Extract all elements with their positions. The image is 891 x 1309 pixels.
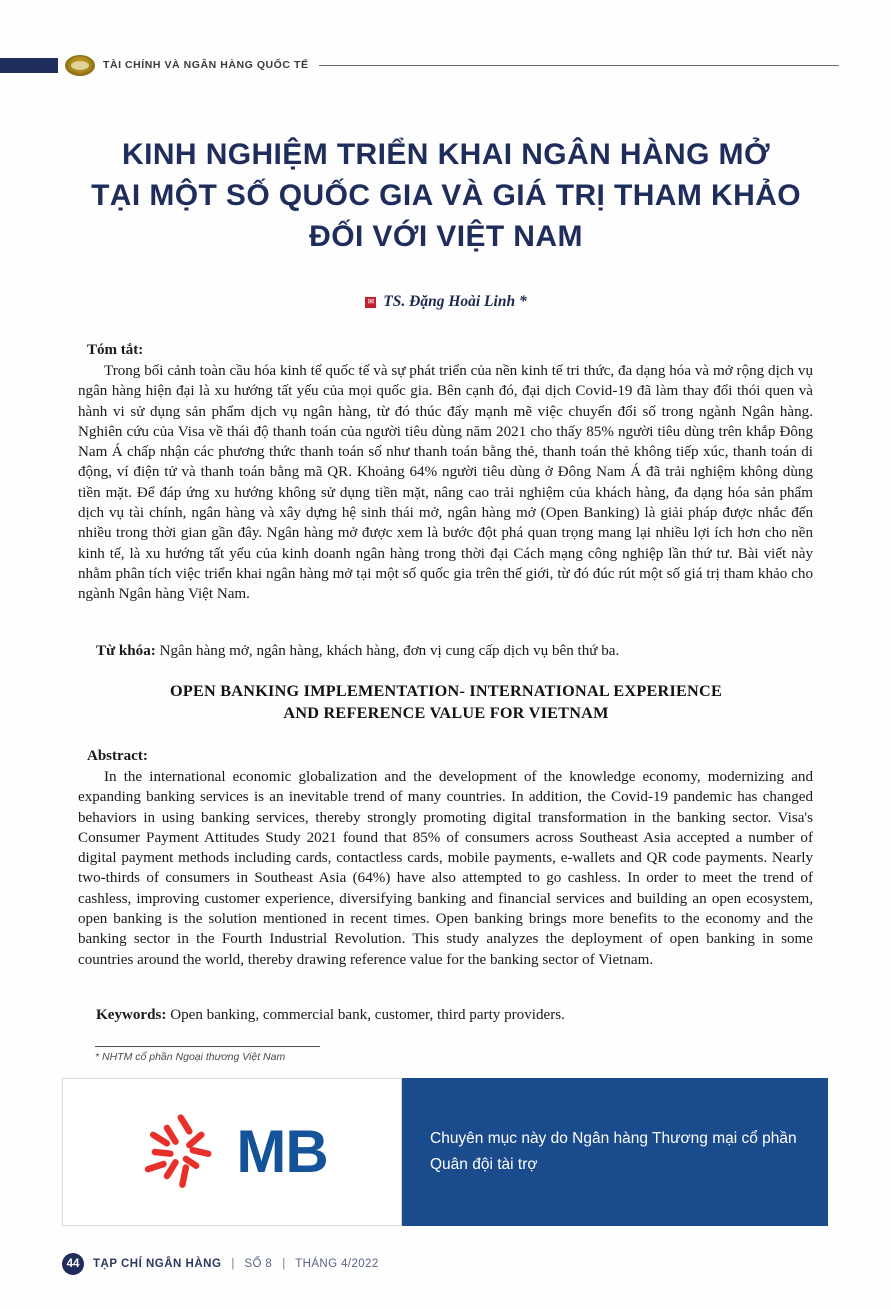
sponsor-message-line-2: Quân đội tài trợ [430,1156,538,1173]
english-keywords-label: Keywords: [96,1007,167,1023]
running-header [0,50,891,80]
mb-wordmark: MB [236,1118,328,1185]
page-number-badge: 44 [62,1253,84,1275]
footnote-text: * NHTM cổ phần Ngoại thương Việt Nam [95,1051,286,1063]
sponsor-message-line-1: Chuyên mục này do Ngân hàng Thương mại cổ phần [430,1130,797,1147]
journal-seal-inner [71,61,89,70]
author-line [90,293,802,311]
english-title [90,680,802,724]
vietnamese-abstract-text: Trong bối cảnh toàn cầu hóa kinh tế quốc tế và sự phát triển của nền kinh tế tri thức, đa dạng hóa và mở rộng dịch vụ ngân hàng hiện đại là xu hướng tất yếu của mọi quốc gia. Bên cạnh đó, đại dịch Covid-19 đã làm thay đổi thói quen và hành vi sử dụng sản phẩm dịch vụ ngân hàng, từ đó thúc đẩy mạnh mẽ việc chuyển đổi số trong ngành Ngân hàng. Nghiên cứu của Visa về thái độ thanh toán của người tiêu dùng năm 2021 cho thấy 85% người tiêu dùng trên khắp Đông Nam Á chấp nhận các phương thức thanh toán số như thanh toán bằng thẻ, thanh toán thẻ không tiếp xúc, thanh toán di động, ví điện tử và thanh toán bằng mã QR. Khoảng 64% người tiêu dùng ở Đông Nam Á đã trải nghiệm không dùng tiền mặt. Để đáp ứng xu hướng không sử dụng tiền mặt, nâng cao trải nghiệm của khách hàng, đa dạng hóa sản phẩm dịch vụ tài chính, ngân hàng và xây dựng hệ sinh thái mở, ngân hàng mở (Open Banking) là giải pháp được nhắc đến nhiều trong thời gian gần đây. Ngân hàng mở được xem là bước đột phá quan trọng mang lại nhiều lợi ích hơn cho nền kinh tế, là xu hướng tất yếu của kinh doanh ngân hàng trong thời đại Cách mạng công nghiệp lần thứ tư. Bài viết này nhằm phân tích việc triển khai ngân hàng mở tại một số quốc gia trên thế giới, từ đó đúc rút một số giá trị tham khảo cho ngành Ngân hàng Việt Nam. [78,363,813,603]
vietnamese-keywords-section [78,641,813,661]
english-keywords-line [78,1005,813,1025]
article-title-line-2: TẠI MỘT SỐ QUỐC GIA VÀ GIÁ TRỊ THAM KHẢO [91,179,801,212]
footer-separator-2: | [282,1258,286,1270]
mb-bank-star-icon [136,1109,222,1195]
journal-seal-icon [65,55,95,76]
page-footer [62,1253,379,1275]
vietnamese-abstract-section [78,342,813,605]
english-abstract-text: In the international economic globalization and the development of the knowledge economy, modernizing and expanding banking services is an inevitable trend of many countries. In addition, the Covid-19 pandemic has changed behaviors in using banking services, thereby strongly promoting digital transformation in the banking sector. Visa's Consumer Payment Attitudes Study 2021 found that 85% of consumers across Southeast Asia accepted a number of digital payment methods including cards, contactless cards, mobile payments, e-wallets and QR code payments. Nearly two-thirds of consumers in Southeast Asia (64%) have also attempted to go cashless. In order to meet the trend of cashless, improving customer experience, diversifying banking and financial services and building an open ecosystem, open banking is the solution mentioned in recent times. Open banking brings more benefits to the economy and the banking sector in the Fourth Industrial Revolution. This study analyzes the deployment of open banking in some countries around the world, thereby drawing reference value for the banking sector of Vietnam. [78,769,813,968]
footer-separator-1: | [231,1258,235,1270]
article-title-line-1: KINH NGHIỆM TRIỂN KHAI NGÂN HÀNG MỞ [122,138,770,171]
english-title-line-1: OPEN BANKING IMPLEMENTATION- INTERNATIONAL EXPERIENCE [170,682,722,700]
vietnamese-abstract-label: Tóm tắt: [87,342,144,358]
header-rule [319,65,840,66]
footer-issue: SỐ 8 [244,1258,273,1270]
vietnamese-keywords-line [78,641,813,661]
author-name: TS. Đặng Hoài Linh * [383,293,527,310]
footnote [95,1046,320,1063]
article-title-line-3: ĐỐI VỚI VIỆT NAM [309,220,583,253]
sponsor-logo-panel [62,1078,402,1226]
header-accent-bar [0,58,58,73]
header-section-label: TÀI CHÍNH VÀ NGÂN HÀNG QUỐC TẾ [103,59,309,71]
footer-journal-name: TẠP CHÍ NGÂN HÀNG [93,1258,222,1270]
vietnamese-keywords-text: Ngân hàng mở, ngân hàng, khách hàng, đơn vị cung cấp dịch vụ bên thứ ba. [159,643,620,659]
english-keywords-section [78,1005,813,1025]
footnote-rule [95,1046,320,1047]
english-abstract-label: Abstract: [87,748,148,764]
sponsor-message-panel [402,1078,828,1226]
english-keywords-text: Open banking, commercial bank, customer, third party providers. [170,1007,565,1023]
vietnamese-keywords-label: Từ khóa: [96,643,156,659]
article-title [90,134,802,257]
author-badge-icon: ✉ [365,297,376,308]
english-title-line-2: AND REFERENCE VALUE FOR VIETNAM [283,704,609,722]
sponsor-banner [62,1078,828,1226]
footer-date: THÁNG 4/2022 [295,1258,379,1270]
english-abstract-section [78,748,813,970]
